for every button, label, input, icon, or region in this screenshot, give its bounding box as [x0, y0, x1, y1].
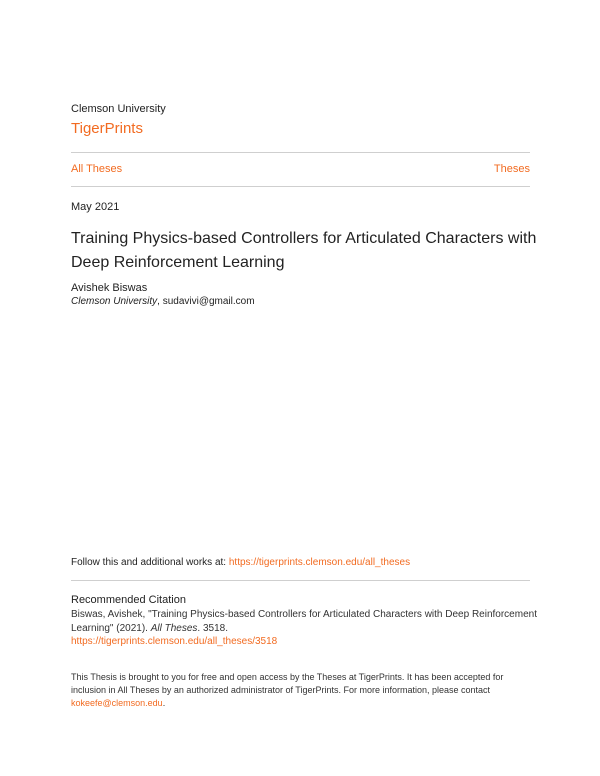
citation-suffix: . 3518.: [197, 623, 228, 634]
series-link[interactable]: All Theses: [71, 163, 123, 175]
access-notice: [71, 671, 521, 710]
affiliation-institution: Clemson University: [71, 296, 158, 307]
contact-email-link[interactable]: kokeefe@clemson.edu: [71, 698, 163, 708]
citation-divider: [71, 580, 530, 581]
follow-line: [71, 557, 410, 568]
citation-series: All Theses: [150, 623, 198, 634]
follow-text: Follow this and additional works at:: [71, 557, 229, 568]
follow-url-link[interactable]: https://tigerprints.clemson.edu/all_theses: [228, 557, 411, 568]
nav-divider: [71, 186, 530, 187]
author-affiliation: [71, 296, 255, 307]
citation-text: [71, 608, 541, 636]
affiliation-email: , sudavivi@gmail.com: [157, 296, 255, 307]
repository-name-link[interactable]: TigerPrints: [71, 120, 143, 137]
author-name: Avishek Biswas: [71, 282, 148, 294]
citation-prefix: Biswas, Avishek, "Training Physics-based Controllers for Articulated Characters with Deep Reinforcement Learning" (2021).: [71, 609, 537, 634]
citation-url-link[interactable]: https://tigerprints.clemson.edu/all_theses/3518: [71, 636, 278, 647]
institution-name: Clemson University: [71, 103, 166, 115]
publication-date: May 2021: [71, 201, 120, 213]
top-divider: [71, 152, 530, 153]
collection-link[interactable]: Theses: [493, 163, 530, 175]
notice-text: This Thesis is brought to you for free and open access by the Theses at TigerPrints. It has been accepted for inclusion in All Theses by an authorized administrator of TigerPrints. For more information, please contact: [71, 672, 504, 695]
document-title: Training Physics-based Controllers for Articulated Characters with Deep Reinforcement Learning: [71, 230, 537, 271]
citation-heading: Recommended Citation: [71, 594, 186, 606]
notice-end: .: [162, 698, 166, 708]
